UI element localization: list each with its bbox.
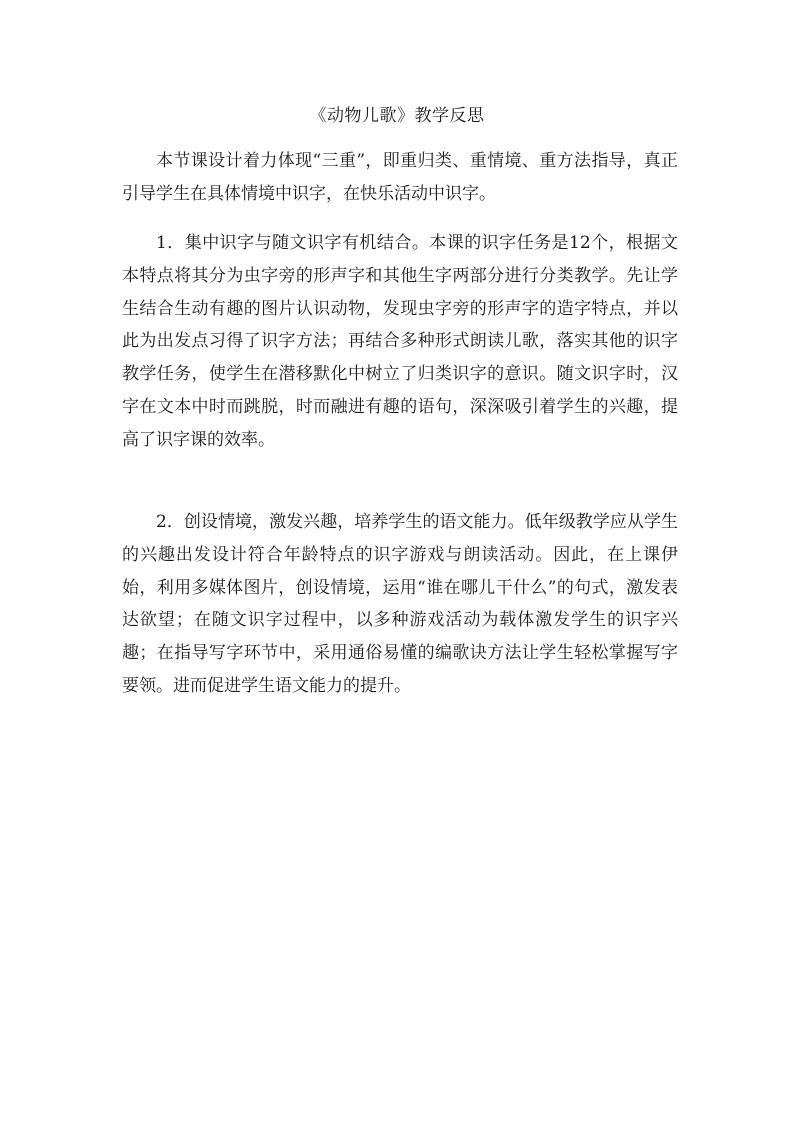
paragraph-point-1: 1．集中识字与随文识字有机结合。本课的识字任务是12个，根据文本特点将其分为虫字旁的形声字和其他生字两部分进行分类教学。先让学生结合生动有趣的图片认识动物，发现虫字旁的形声字的造字特点，并以此为出发点习得了识字方法；再结合多种形式朗读儿歌，落实其他的识字教学任务，使学生在潜移默化中树立了归类识字的意识。随文识字时，汉字在文本中时而跳脱，时而融进有趣的语句，深深吸引着学生的兴趣，提高了识字课的效率。: [122, 233, 678, 450]
paragraph-point-2: 2．创设情境，激发兴趣，培养学生的语文能力。低年级教学应从学生的兴趣出发设计符合年龄特点的识字游戏与朗读活动。因此，在上课伊始，利用多媒体图片，创设情境，运用“谁在哪儿干什么”的句式，激发表达欲望；在随文识字过程中，以多种游戏活动为载体激发学生的识字兴趣；在指导写字环节中，采用通俗易懂的编歌诀方法让学生轻松掌握写字要领。进而促进学生语文能力的提升。: [122, 512, 678, 696]
paragraph-intro: 本节课设计着力体现“三重”，即重归类、重情境、重方法指导，真正引导学生在具体情境中识字，在快乐活动中识字。: [122, 151, 678, 204]
document-title: 《动物儿歌》教学反思: [309, 106, 485, 126]
